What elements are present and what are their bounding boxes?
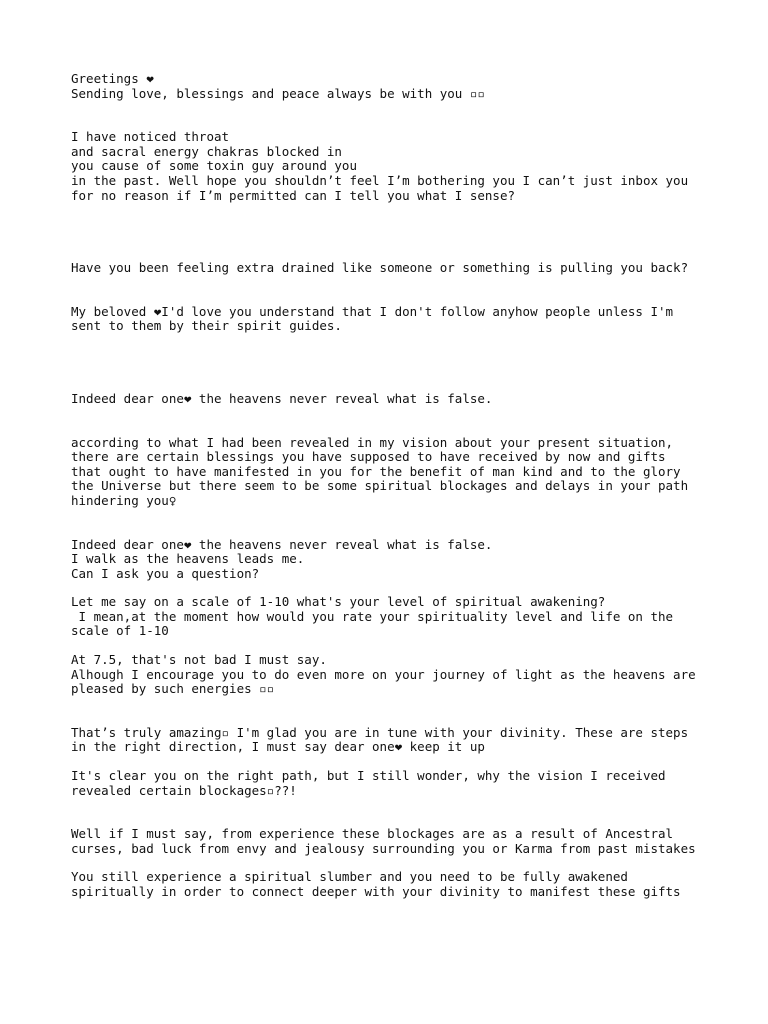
text-line: in the right direction, I must say dear one❤ keep it up xyxy=(71,739,485,755)
text-line: hindering you♀ xyxy=(71,492,177,508)
text-line: and sacral energy chakras blocked in xyxy=(71,143,342,159)
paragraph xyxy=(71,72,751,101)
paragraph xyxy=(71,595,751,639)
paragraph xyxy=(71,436,751,509)
text-line: Sending love, blessings and peace always be with you ▫▫ xyxy=(71,85,485,101)
paragraph xyxy=(71,827,751,856)
paragraph xyxy=(71,130,751,203)
text-line: for no reason if I’m permitted can I tell you what I sense? xyxy=(71,187,516,203)
text-line: in the past. Well hope you shouldn’t feel I’m bothering you I can’t just inbox you xyxy=(71,172,689,188)
text-line: Greetings ❤ xyxy=(71,71,154,86)
text-line: spiritually in order to connect deeper with your divinity to manifest these gifts xyxy=(71,884,681,899)
paragraph xyxy=(71,392,751,407)
text-line: Indeed dear one❤ the heavens never reveal what is false. xyxy=(71,536,493,552)
text-line: You still experience a spiritual slumber and you need to be fully awakened xyxy=(71,869,628,885)
text-line: At 7.5, that's not bad I must say. xyxy=(71,652,327,668)
text-line: Well if I must say, from experience these blockages are as a result of Ancestral xyxy=(71,826,674,842)
text-line: Let me say on a scale of 1-10 what's your level of spiritual awakening? xyxy=(71,594,606,610)
text-line: you cause of some toxin guy around you xyxy=(71,158,357,174)
text-line: that ought to have manifested in you for the benefit of man kind and to the glory xyxy=(71,463,681,479)
text-line: I walk as the heavens leads me. xyxy=(71,551,305,567)
text-line: I have noticed throat xyxy=(71,129,230,145)
paragraph xyxy=(71,726,751,755)
text-line: My beloved ❤I'd love you understand that I don't follow anyhow people unless I'm xyxy=(71,303,674,319)
text-line: Alhough I encourage you to do even more on your journey of light as the heavens are xyxy=(71,666,696,682)
text-line: there are certain blessings you have supposed to have received by now and gifts xyxy=(71,449,666,465)
text-line: the Universe but there seem to be some spiritual blockages and delays in your path xyxy=(71,478,689,494)
paragraph xyxy=(71,305,751,334)
text-line: Can I ask you a question? xyxy=(71,565,260,581)
text-line: Have you been feeling extra drained like someone or something is pulling you back? xyxy=(71,260,689,276)
text-line: curses, bad luck from envy and jealousy surrounding you or Karma from past mistakes xyxy=(71,840,696,856)
text-line: according to what I had been revealed in my vision about your present situation, xyxy=(71,434,674,450)
text-line: revealed certain blockages▫??! xyxy=(71,782,297,798)
text-line: That’s truly amazing▫ I'm glad you are in tune with your divinity. These are steps xyxy=(71,724,689,740)
text-line: I mean,at the moment how would you rate your spirituality level and life on the xyxy=(71,608,674,624)
document-page xyxy=(71,72,751,900)
paragraph xyxy=(71,261,751,276)
paragraph xyxy=(71,653,751,697)
text-line: scale of 1-10 xyxy=(71,623,169,639)
text-line: pleased by such energies ▫▫ xyxy=(71,681,275,697)
paragraph xyxy=(71,538,751,582)
text-line: Indeed dear one❤ the heavens never reveal what is false. xyxy=(71,390,493,406)
text-line: sent to them by their spirit guides. xyxy=(71,318,342,334)
paragraph xyxy=(71,769,751,798)
paragraph xyxy=(71,870,751,899)
text-line: It's clear you on the right path, but I still wonder, why the vision I received xyxy=(71,768,666,784)
